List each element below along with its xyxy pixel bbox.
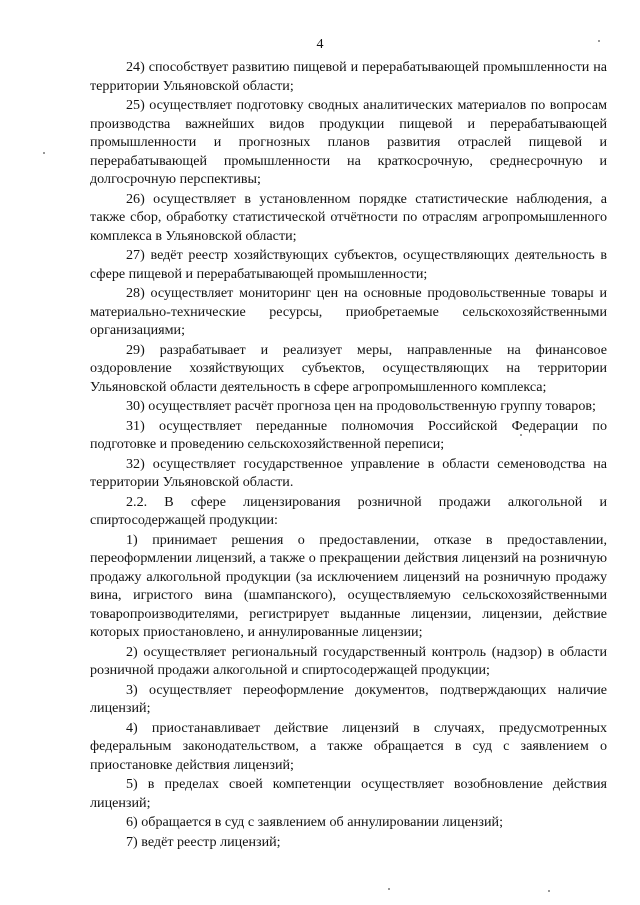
document-body: [90, 58, 607, 851]
paragraph-item-32: 32) осуществляет государственное управление в области семеноводства на территории Ульяновской области.: [90, 455, 607, 490]
paragraph-item-26: 26) осуществляет в установленном порядке статистические наблюдения, а также сбор, обработку статистической отчётности по отраслям агропромышленного комплекса в Ульяновской области;: [90, 190, 607, 244]
paragraph-item-30: 30) осуществляет расчёт прогноза цен на продовольственную группу товаров;: [126, 398, 596, 414]
page-number: 4: [316, 37, 324, 52]
paragraph-subitem-2: 2) осуществляет региональный государственный контроль (надзор) в области розничной продажи алкогольной и спиртосодержащей продукции;: [90, 643, 607, 678]
scan-speck: [520, 434, 522, 436]
paragraph-subitem-4: 4) приостанавливает действие лицензий в случаях, предусмотренных федеральным законодательством, а также обращается в суд с заявлением о приостановке действия лицензий;: [90, 719, 607, 773]
paragraph-item-28: 28) осуществляет мониторинг цен на основные продовольственные товары и материально-технические ресурсы, приобретаемые сельскохозяйственными организациями;: [90, 285, 607, 338]
paragraph-subitem-1: 1) принимает решения о предоставлении, отказе в предоставлении, переоформлении лицензий, а также о прекращении действия лицензий на розничную продажу алкогольной продукции (за исключением лицензий на розничную продажу вина, игристого вина (шампанского), осуществляемую сельскохозяйственными товаропроизводителями, регистрирует выданные лицензии, лицензии, действие которых приостановлено, и аннулированные лицензии;: [90, 531, 607, 640]
scan-speck: [548, 890, 550, 892]
scan-speck: [598, 40, 600, 42]
paragraph-item-25: 25) осуществляет подготовку сводных аналитических материалов по вопросам производства важнейших видов продукции пищевой и перерабатывающей промышленности и прогнозных планов развития отраслей пищевой и перерабатывающей промышленности на краткосрочную, среднесрочную и долгосрочную перспективы;: [90, 97, 607, 187]
paragraph-subitem-5: 5) в пределах своей компетенции осуществляет возобновление действия лицензий;: [90, 776, 607, 811]
scan-speck: [43, 152, 45, 154]
scan-speck: [388, 888, 390, 890]
paragraph-subitem-7: 7) ведёт реестр лицензий;: [126, 833, 281, 850]
paragraph-item-31: 31) осуществляет переданные полномочия Российской Федерации по подготовке и проведению сельскохозяйственной переписи;: [90, 417, 607, 452]
paragraph-subitem-3: 3) осуществляет переоформление документов, подтверждающих наличие лицензий;: [90, 681, 607, 716]
paragraph-item-29: 29) разрабатывает и реализует меры, направленные на финансовое оздоровление хозяйствующих субъектов, осуществляющих на территории Ульяновской области деятельность в сфере агропромышленного комплекса;: [90, 341, 607, 395]
paragraph-item-24: 24) способствует развитию пищевой и перерабатывающей промышленности на территории Ульяновской области;: [90, 59, 607, 94]
paragraph-subitem-6: 6) обращается в суд с заявлением об аннулировании лицензий;: [126, 814, 504, 830]
paragraph-item-27: 27) ведёт реестр хозяйствующих субъектов, осуществляющих деятельность в сфере пищевой и перерабатывающей промышленности;: [90, 247, 607, 282]
section-heading-2-2: 2.2. В сфере лицензирования розничной продажи алкогольной и спиртосодержащей продукции:: [90, 493, 607, 528]
